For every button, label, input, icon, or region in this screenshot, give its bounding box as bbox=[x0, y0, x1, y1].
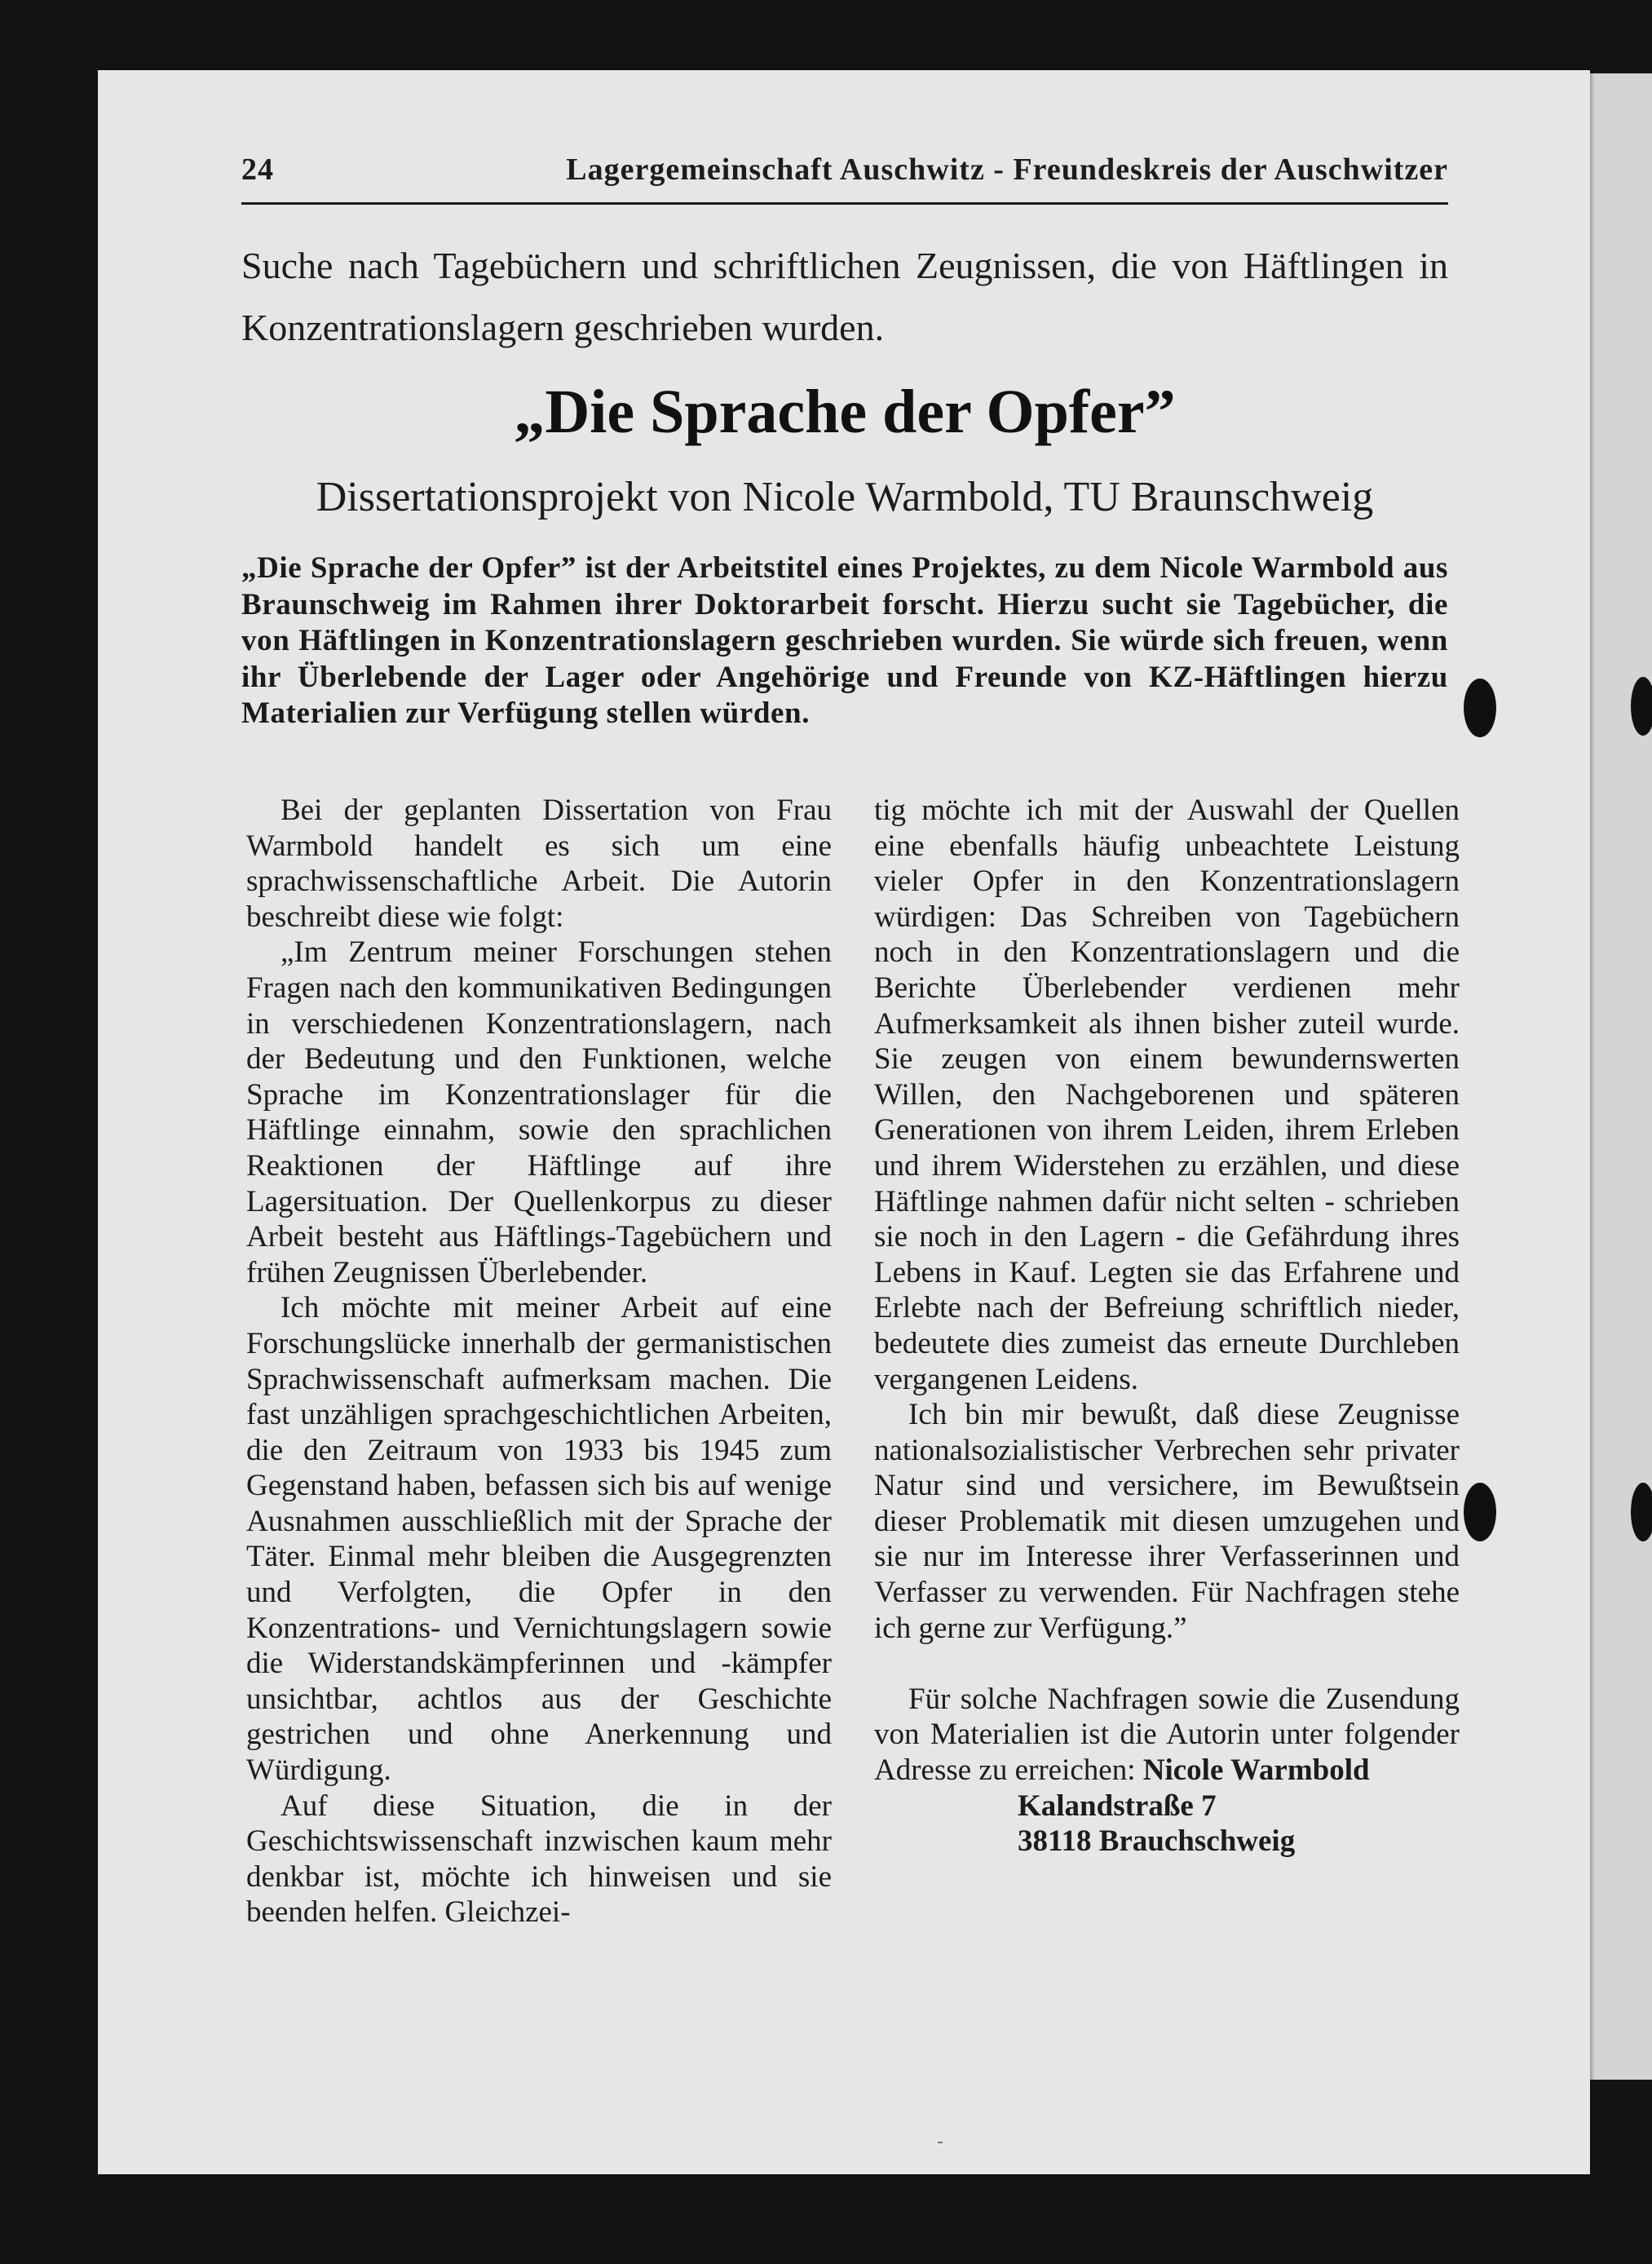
article-lead: „Die Sprache der Opfer” ist der Arbeitstitel eines Projektes, zu dem Nicole Warmbold aus Braunschweig im Rahmen ihrer Doktorarbeit forscht. Hierzu sucht sie Tagebücher, die von Häftlingen in Konzentrationslagern geschrieben wurden. Sie würde sich freuen, wenn ihr Überlebende der Lager oder Angehörige und Freunde von KZ-Häftlingen hierzu Materialien zur Verfügung stellen würden. bbox=[241, 551, 1448, 730]
paragraph: Ich möchte mit meiner Arbeit auf eine Forschungslücke innerhalb der germanistischen Sprachwissenschaft aufmerksam machen. Die fast unzähligen sprachgeschichtlichen Arbeiten, die den Zeitraum von 1933 bis 1945 zum Gegenstand haben, befassen sich bis auf wenige Ausnahmen ausschließlich mit der Sprache der Täter. Einmal mehr bleiben die Ausgegrenzten und Verfolgten, die Opfer in den Konzentrations- und Vernichtungslagern sowie die Widerstandskämpferinnen und -kämpfer unsichtbar, achtlos aus der Geschichte gestrichen und ohne Anerkennung und Würdigung. bbox=[246, 1291, 832, 1788]
contact-text: Für solche Nachfragen sowie die Zusendung von Materialien ist die Autorin unter folgender Adresse zu erreichen: bbox=[874, 1682, 1460, 1788]
page-header bbox=[241, 152, 1448, 192]
paragraph: Ich bin mir bewußt, daß diese Zeugnisse nationalsozialistischer Verbrechen sehr privater Natur sind und versichere, im Bewußtsein dieser Problematik mit diesen umzugehen und sie nur im Interesse ihrer Verfasserinnen und Verfasser zu verwenden. Für Nachfragen stehe ich gerne zur Verfügung.” bbox=[874, 1398, 1460, 1645]
header-rule bbox=[241, 202, 1448, 205]
left-column bbox=[246, 793, 832, 1930]
punch-hole bbox=[1631, 1483, 1652, 1541]
right-column bbox=[874, 793, 1460, 1859]
paragraph: „Im Zentrum meiner Forschungen stehen Fragen nach den kommunikativen Bedingungen in verschiedenen Konzentrationslagern, nach der Bedeutung und den Funktionen, welche Sprache im Konzentrationslager für die Häftlinge einnahm, sowie den sprachlichen Reaktionen der Häftlinge auf ihre Lagersituation. Der Quellenkorpus zu dieser Arbeit besteht aus Häftlings-Tagebüchern und frühen Zeugnissen Überlebender. bbox=[246, 935, 832, 1289]
paragraph: tig möchte ich mit der Auswahl der Quellen eine ebenfalls häufig unbeachtete Leistung vieler Opfer in den Konzentrationslagern würdigen: Das Schreiben von Tagebüchern noch in den Konzentrationslagern und die Berichte Überlebender verdienen mehr Aufmerksamkeit als ihnen bisher zuteil wurde. Sie zeugen von einem bewundernswerten Willen, den Nachgeborenen und späteren Generationen von ihrem Leiden, ihrem Erleben und ihrem Widerstehen zu erzählen, und diese Häftlinge nahmen dafür nicht selten - schrieben sie noch in den Lagern - die Gefährdung ihres Lebens in Kauf. Legten sie das Erfahrene und Erlebte nach der Befreiung schriftlich nieder, bedeutete dies zumeist das erneute Durchleben vergangenen Leidens. bbox=[874, 794, 1460, 1396]
article-title: „Die Sprache der Opfer” bbox=[514, 378, 1176, 446]
paragraph: Bei der geplanten Dissertation von Frau Warmbold handelt es sich um eine sprachwissenschaftliche Arbeit. Die Autorin beschreibt diese wie folgt: bbox=[246, 794, 832, 934]
address-street: Kalandstraße 7 bbox=[1018, 1789, 1217, 1823]
paragraph: Auf diese Situation, die in der Geschichtswissenschaft inzwischen kaum mehr denkbar ist, möchte ich hinweisen und sie beenden helfen. Gleichzei- bbox=[246, 1789, 832, 1930]
print-mark bbox=[938, 2142, 943, 2143]
address-city: 38118 Brauchschweig bbox=[1018, 1824, 1296, 1859]
punch-hole bbox=[1464, 679, 1496, 737]
punch-hole bbox=[1464, 1483, 1496, 1541]
contact-paragraph bbox=[874, 1682, 1460, 1789]
next-page-edge bbox=[1588, 73, 1652, 2080]
address-name: Nicole Warmbold bbox=[1142, 1753, 1370, 1788]
intro-text: Suche nach Tagebüchern und schriftlichen Zeugnissen, die von Häftlingen in Konzentrationslagern geschrieben wurden. bbox=[241, 245, 1448, 348]
page-number: 24 bbox=[241, 153, 274, 187]
article-subtitle: Dissertationsprojekt von Nicole Warmbold, TU Braunschweig bbox=[316, 474, 1374, 520]
punch-hole bbox=[1631, 677, 1652, 736]
running-title: Lagergemeinschaft Auschwitz - Freundeskreis der Auschwitzer bbox=[566, 153, 1448, 187]
